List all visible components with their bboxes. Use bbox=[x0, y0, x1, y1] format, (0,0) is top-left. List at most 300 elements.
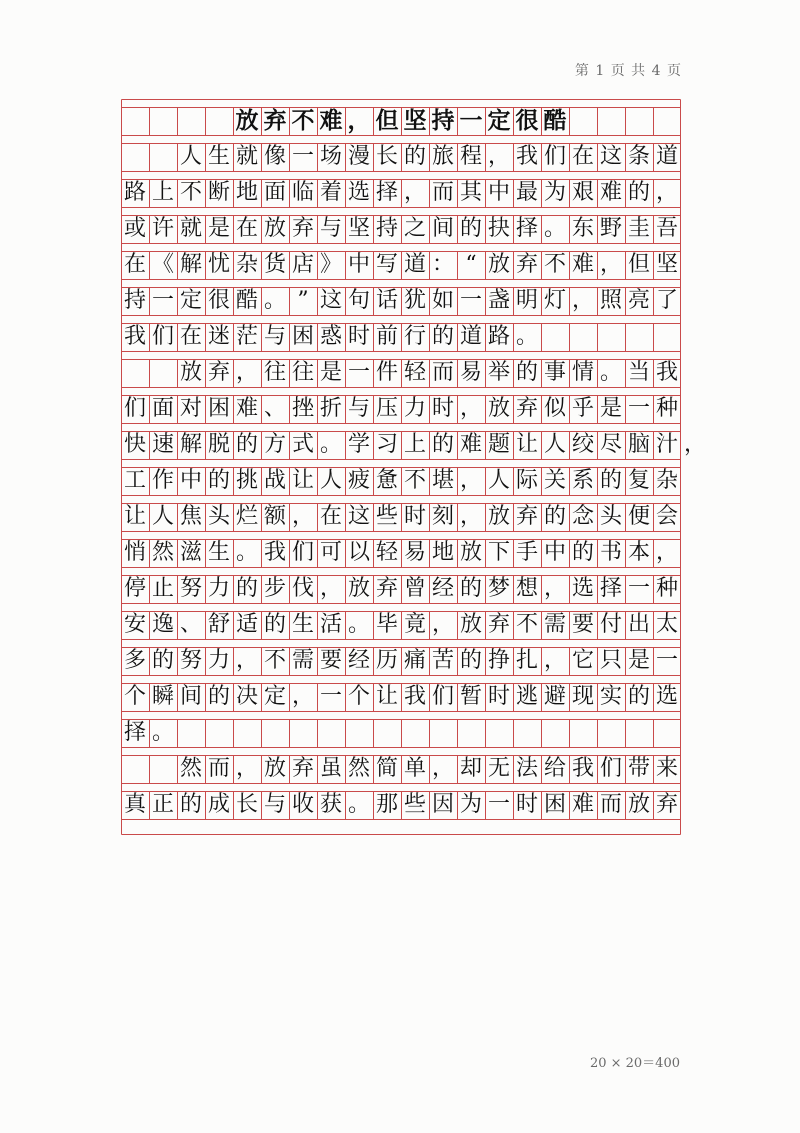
grid-char: 往 bbox=[263, 360, 286, 385]
grid-char: 历 bbox=[375, 648, 398, 673]
grid-char: ， bbox=[347, 107, 371, 134]
grid-char: 为 bbox=[459, 792, 482, 817]
grid-char: 无 bbox=[487, 756, 510, 781]
grid-char: 。 bbox=[319, 432, 342, 457]
word-count: 20 × 20＝400 bbox=[589, 1056, 680, 1071]
essay-line bbox=[121, 571, 681, 607]
grid-char: 们 bbox=[599, 756, 622, 781]
essay-line bbox=[121, 607, 681, 643]
grid-char: 坚 bbox=[403, 107, 427, 134]
grid-char: 、 bbox=[179, 612, 202, 637]
grid-char: 它 bbox=[571, 648, 594, 673]
grid-char: 情 bbox=[571, 360, 594, 385]
grid-char: 生 bbox=[291, 612, 314, 637]
grid-char: 的 bbox=[207, 684, 230, 709]
grid-char: 而 bbox=[431, 180, 454, 205]
grid-char: 学 bbox=[347, 432, 370, 457]
grid-char: 的 bbox=[599, 468, 622, 493]
grid-char: 实 bbox=[599, 684, 622, 709]
grid-char: 。 bbox=[151, 720, 174, 745]
grid-char: 人 bbox=[487, 468, 510, 493]
grid-char: 便 bbox=[627, 504, 650, 529]
grid-char: 力 bbox=[207, 648, 230, 673]
grid-char: ， bbox=[683, 432, 706, 457]
grid-char: 或 bbox=[123, 216, 146, 241]
grid-char: 间 bbox=[431, 216, 454, 241]
essay-line bbox=[121, 139, 681, 175]
grid-char: 一 bbox=[627, 396, 650, 421]
grid-char: 在 bbox=[123, 252, 146, 277]
grid-char: 这 bbox=[347, 504, 370, 529]
grid-char: 圭 bbox=[627, 216, 650, 241]
grid-char: 上 bbox=[151, 180, 174, 205]
grid-char: 。 bbox=[235, 540, 258, 565]
grid-char: 弃 bbox=[515, 252, 538, 277]
grid-char: 努 bbox=[179, 648, 202, 673]
grid-char: 伐 bbox=[291, 576, 314, 601]
grid-char: 让 bbox=[515, 432, 538, 457]
grid-char: 头 bbox=[207, 504, 230, 529]
grid-char: 付 bbox=[599, 612, 622, 637]
grid-char: 东 bbox=[571, 216, 594, 241]
grid-char: 种 bbox=[655, 396, 678, 421]
grid-char: 定 bbox=[487, 107, 511, 134]
grid-char: 持 bbox=[123, 288, 146, 313]
grid-char: 书 bbox=[599, 540, 622, 565]
grid-char: 步 bbox=[263, 576, 286, 601]
grid-char: 面 bbox=[151, 396, 174, 421]
grid-char: ， bbox=[235, 756, 258, 781]
essay-line bbox=[121, 643, 681, 679]
grid-char: 举 bbox=[487, 360, 510, 385]
grid-char: 不 bbox=[291, 107, 315, 134]
grid-char: 曾 bbox=[403, 576, 426, 601]
grid-char: 在 bbox=[571, 144, 594, 169]
grid-char: 单 bbox=[403, 756, 426, 781]
grid-char: 。 bbox=[515, 324, 538, 349]
grid-char: 放 bbox=[179, 360, 202, 385]
grid-char: 《 bbox=[151, 252, 174, 277]
grid-char: 写 bbox=[375, 252, 398, 277]
essay-line bbox=[121, 787, 681, 823]
grid-char: 弃 bbox=[487, 612, 510, 637]
grid-char: 临 bbox=[291, 180, 314, 205]
grid-char: 的 bbox=[263, 612, 286, 637]
grid-char: 但 bbox=[375, 107, 399, 134]
grid-char: 选 bbox=[571, 576, 594, 601]
grid-char: 轻 bbox=[403, 360, 426, 385]
grid-char: 事 bbox=[543, 360, 566, 385]
grid-char: 要 bbox=[571, 612, 594, 637]
grid-char: 道 bbox=[403, 252, 426, 277]
essay-line bbox=[121, 283, 681, 319]
grid-char: 的 bbox=[431, 432, 454, 457]
grid-char: 弃 bbox=[515, 396, 538, 421]
grid-char: 弃 bbox=[375, 576, 398, 601]
grid-char: 带 bbox=[627, 756, 650, 781]
grid-char: 悄 bbox=[123, 540, 146, 565]
grid-char: 脑 bbox=[627, 432, 650, 457]
grid-char: 习 bbox=[375, 432, 398, 457]
grid-char: 然 bbox=[347, 756, 370, 781]
grid-char: 放 bbox=[487, 396, 510, 421]
grid-char: 们 bbox=[543, 144, 566, 169]
grid-char: 酷 bbox=[543, 107, 567, 134]
grid-char: 在 bbox=[319, 504, 342, 529]
grid-char: 竟 bbox=[403, 612, 426, 637]
grid-char: 面 bbox=[263, 180, 286, 205]
grid-char: 避 bbox=[543, 684, 566, 709]
grid-char: 经 bbox=[431, 576, 454, 601]
grid-char: 一 bbox=[655, 648, 678, 673]
grid-char: 放 bbox=[459, 612, 482, 637]
grid-char: 择 bbox=[123, 720, 146, 745]
grid-char: 个 bbox=[123, 684, 146, 709]
grid-char: 难 bbox=[571, 252, 594, 277]
grid-char: 。 bbox=[347, 612, 370, 637]
grid-char: 时 bbox=[515, 792, 538, 817]
grid-char: 暂 bbox=[459, 684, 482, 709]
essay-line bbox=[121, 499, 681, 535]
grid-char: 的 bbox=[459, 216, 482, 241]
grid-char: 而 bbox=[207, 756, 230, 781]
grid-char: 择 bbox=[599, 576, 622, 601]
grid-char: 持 bbox=[375, 216, 398, 241]
grid-char: 需 bbox=[291, 648, 314, 673]
grid-char: 就 bbox=[179, 216, 202, 241]
grid-char: 。 bbox=[543, 216, 566, 241]
grid-char: 虽 bbox=[319, 756, 342, 781]
grid-char: 漫 bbox=[347, 144, 370, 169]
grid-char bbox=[149, 139, 177, 175]
grid-char: 长 bbox=[375, 144, 398, 169]
grid-char: 作 bbox=[151, 468, 174, 493]
grid-char: 与 bbox=[263, 792, 286, 817]
grid-char: 个 bbox=[347, 684, 370, 709]
grid-char: 句 bbox=[347, 288, 370, 313]
grid-char: ， bbox=[459, 396, 482, 421]
grid-char: 一 bbox=[459, 288, 482, 313]
grid-char: 的 bbox=[459, 648, 482, 673]
grid-char: ， bbox=[235, 648, 258, 673]
grid-char: 复 bbox=[627, 468, 650, 493]
grid-char: 抉 bbox=[487, 216, 510, 241]
grid-char: 额 bbox=[263, 504, 286, 529]
grid-char: 放 bbox=[487, 252, 510, 277]
grid-char: 放 bbox=[459, 540, 482, 565]
grid-char: 经 bbox=[347, 648, 370, 673]
essay-line bbox=[121, 319, 681, 355]
grid-char: 些 bbox=[403, 792, 426, 817]
grid-char: ， bbox=[431, 612, 454, 637]
grid-char: 挑 bbox=[235, 468, 258, 493]
grid-char: 方 bbox=[263, 432, 286, 457]
grid-char: 们 bbox=[291, 540, 314, 565]
grid-char: 痛 bbox=[403, 648, 426, 673]
grid-char: ， bbox=[655, 180, 678, 205]
grid-char bbox=[121, 751, 149, 787]
grid-char: 题 bbox=[487, 432, 510, 457]
grid-char: 弃 bbox=[207, 360, 230, 385]
grid-char: 乎 bbox=[571, 396, 594, 421]
grid-char: 可 bbox=[319, 540, 342, 565]
grid-char: 多 bbox=[123, 648, 146, 673]
grid-char: 与 bbox=[319, 216, 342, 241]
grid-char: 长 bbox=[235, 792, 258, 817]
grid-char: 手 bbox=[515, 540, 538, 565]
grid-char: 行 bbox=[403, 324, 426, 349]
grid-char: 一 bbox=[291, 144, 314, 169]
grid-char: 这 bbox=[599, 144, 622, 169]
grid-char: 挣 bbox=[487, 648, 510, 673]
grid-char: 活 bbox=[319, 612, 342, 637]
grid-char bbox=[121, 139, 149, 175]
grid-char: 关 bbox=[543, 468, 566, 493]
grid-char: 折 bbox=[319, 396, 342, 421]
grid-char: 以 bbox=[347, 540, 370, 565]
grid-char: 中 bbox=[487, 180, 510, 205]
grid-char: 而 bbox=[599, 792, 622, 817]
grid-char: 难 bbox=[599, 180, 622, 205]
grid-char: 中 bbox=[347, 252, 370, 277]
grid-char: 弃 bbox=[291, 216, 314, 241]
grid-char: 瞬 bbox=[151, 684, 174, 709]
grid-char: 上 bbox=[403, 432, 426, 457]
grid-char: 难 bbox=[459, 432, 482, 457]
grid-char: 人 bbox=[319, 468, 342, 493]
grid-char: 路 bbox=[487, 324, 510, 349]
grid-char: 时 bbox=[431, 396, 454, 421]
grid-char: 难 bbox=[571, 792, 594, 817]
grid-char bbox=[149, 751, 177, 787]
grid-char: 困 bbox=[291, 324, 314, 349]
grid-char: 堪 bbox=[431, 468, 454, 493]
grid-char: 们 bbox=[123, 396, 146, 421]
grid-char: 的 bbox=[543, 504, 566, 529]
grid-char: 地 bbox=[235, 180, 258, 205]
grid-char: 迷 bbox=[207, 324, 230, 349]
grid-char: 想 bbox=[515, 576, 538, 601]
grid-char: 要 bbox=[319, 648, 342, 673]
grid-char: 会 bbox=[655, 504, 678, 529]
grid-char: 头 bbox=[599, 504, 622, 529]
grid-char: 获 bbox=[319, 792, 342, 817]
grid-char: 货 bbox=[263, 252, 286, 277]
grid-char: 脱 bbox=[207, 432, 230, 457]
grid-char: 与 bbox=[347, 396, 370, 421]
grid-char: 压 bbox=[375, 396, 398, 421]
grid-char: 照 bbox=[599, 288, 622, 313]
essay-line bbox=[121, 427, 706, 463]
grid-char: 疲 bbox=[347, 468, 370, 493]
grid-char: ， bbox=[543, 648, 566, 673]
grid-char: 让 bbox=[375, 684, 398, 709]
grid-char: 一 bbox=[627, 576, 650, 601]
grid-char: 。 bbox=[347, 792, 370, 817]
grid-char: 我 bbox=[263, 540, 286, 565]
grid-char: 只 bbox=[599, 648, 622, 673]
grid-char: 艰 bbox=[571, 180, 594, 205]
grid-char: 放 bbox=[627, 792, 650, 817]
essay-line bbox=[121, 247, 681, 283]
grid-char: 择 bbox=[375, 180, 398, 205]
grid-char: 努 bbox=[179, 576, 202, 601]
grid-char: 就 bbox=[235, 144, 258, 169]
grid-char: 盏 bbox=[487, 288, 510, 313]
grid-char: 真 bbox=[123, 792, 146, 817]
page-number: 第 1 页 共 4 页 bbox=[574, 63, 682, 79]
grid-char: 话 bbox=[375, 288, 398, 313]
grid-char: 很 bbox=[207, 288, 230, 313]
grid-char: 力 bbox=[403, 396, 426, 421]
manuscript-grid bbox=[121, 99, 706, 1035]
grid-char: 念 bbox=[571, 504, 594, 529]
grid-char: 是 bbox=[207, 216, 230, 241]
grid-char: 绞 bbox=[571, 432, 594, 457]
grid-char: 这 bbox=[319, 288, 342, 313]
grid-char: 坚 bbox=[655, 252, 678, 277]
grid-char: 困 bbox=[207, 396, 230, 421]
grid-char: 现 bbox=[571, 684, 594, 709]
grid-char: 许 bbox=[151, 216, 174, 241]
grid-char: 的 bbox=[627, 684, 650, 709]
grid-char: 决 bbox=[235, 684, 258, 709]
grid-char: 生 bbox=[207, 144, 230, 169]
grid-char: ： bbox=[431, 252, 454, 277]
grid-char: ， bbox=[599, 252, 622, 277]
grid-char: 道 bbox=[459, 324, 482, 349]
grid-char: 我 bbox=[571, 756, 594, 781]
grid-char: 法 bbox=[515, 756, 538, 781]
grid-char: 那 bbox=[375, 792, 398, 817]
grid-char: 惑 bbox=[319, 324, 342, 349]
grid-char: 店 bbox=[291, 252, 314, 277]
grid-char: ， bbox=[571, 288, 594, 313]
grid-char: 舒 bbox=[207, 612, 230, 637]
grid-char: 很 bbox=[515, 107, 539, 134]
grid-char: 逃 bbox=[515, 684, 538, 709]
grid-char: 毕 bbox=[375, 612, 398, 637]
grid-char: 需 bbox=[543, 612, 566, 637]
grid-char: 但 bbox=[627, 252, 650, 277]
grid-char: 下 bbox=[487, 540, 510, 565]
grid-char: 、 bbox=[263, 396, 286, 421]
grid-char: 条 bbox=[627, 144, 650, 169]
grid-char: 尽 bbox=[599, 432, 622, 457]
grid-char: 一 bbox=[319, 684, 342, 709]
grid-char: 我 bbox=[515, 144, 538, 169]
grid-char bbox=[149, 355, 177, 391]
essay-title bbox=[121, 103, 681, 139]
grid-char: 当 bbox=[627, 360, 650, 385]
grid-char: 程 bbox=[459, 144, 482, 169]
essay-line bbox=[121, 715, 681, 751]
grid-char: 前 bbox=[375, 324, 398, 349]
grid-char: 放 bbox=[263, 756, 286, 781]
grid-char: 我 bbox=[123, 324, 146, 349]
grid-char: 最 bbox=[515, 180, 538, 205]
grid-char: 工 bbox=[123, 468, 146, 493]
grid-char: 犹 bbox=[403, 288, 426, 313]
essay-line bbox=[121, 463, 681, 499]
grid-char: 其 bbox=[459, 180, 482, 205]
grid-char: 茫 bbox=[235, 324, 258, 349]
grid-char: 解 bbox=[179, 252, 202, 277]
grid-char: 》 bbox=[319, 252, 342, 277]
grid-char: 的 bbox=[627, 180, 650, 205]
grid-char: 给 bbox=[543, 756, 566, 781]
grid-char: 因 bbox=[431, 792, 454, 817]
grid-char: 烂 bbox=[235, 504, 258, 529]
grid-char: 持 bbox=[431, 107, 455, 134]
grid-char: 然 bbox=[151, 540, 174, 565]
grid-char: 时 bbox=[403, 504, 426, 529]
grid-char: 轻 bbox=[375, 540, 398, 565]
grid-char: 式 bbox=[291, 432, 314, 457]
grid-char: 快 bbox=[123, 432, 146, 457]
grid-char: 们 bbox=[151, 324, 174, 349]
essay-line bbox=[121, 175, 681, 211]
grid-char: 中 bbox=[543, 540, 566, 565]
grid-char: 战 bbox=[263, 468, 286, 493]
grid-char: 明 bbox=[515, 288, 538, 313]
grid-char: 逸 bbox=[151, 612, 174, 637]
grid-char: ， bbox=[291, 504, 314, 529]
grid-char: 的 bbox=[571, 540, 594, 565]
grid-char bbox=[121, 355, 149, 391]
grid-char: 是 bbox=[627, 648, 650, 673]
grid-char: ， bbox=[543, 576, 566, 601]
grid-char: 。 bbox=[599, 360, 622, 385]
grid-char: 在 bbox=[179, 324, 202, 349]
grid-char: 亮 bbox=[627, 288, 650, 313]
grid-char: 系 bbox=[571, 468, 594, 493]
grid-char: 弃 bbox=[291, 756, 314, 781]
grid-char: ， bbox=[291, 684, 314, 709]
grid-char: 我 bbox=[655, 360, 678, 385]
essay-body bbox=[121, 99, 706, 1035]
grid-char: ， bbox=[235, 360, 258, 385]
grid-char: ， bbox=[431, 756, 454, 781]
grid-char: 本 bbox=[627, 540, 650, 565]
grid-char: 弃 bbox=[655, 792, 678, 817]
grid-char: 的 bbox=[235, 432, 258, 457]
grid-char: 一 bbox=[459, 107, 483, 134]
grid-char: 杂 bbox=[655, 468, 678, 493]
grid-char: 往 bbox=[291, 360, 314, 385]
grid-char: ， bbox=[459, 504, 482, 529]
essay-line bbox=[121, 751, 681, 787]
grid-char: 放 bbox=[235, 107, 259, 134]
grid-char: 易 bbox=[459, 360, 482, 385]
grid-char: 太 bbox=[655, 612, 678, 637]
grid-char: 时 bbox=[487, 684, 510, 709]
grid-char: 惫 bbox=[375, 468, 398, 493]
grid-char: 人 bbox=[151, 504, 174, 529]
grid-char: 刻 bbox=[431, 504, 454, 529]
grid-char: 的 bbox=[179, 792, 202, 817]
grid-char: 坚 bbox=[347, 216, 370, 241]
grid-char: 弃 bbox=[515, 504, 538, 529]
essay-line bbox=[121, 535, 681, 571]
grid-char: 收 bbox=[291, 792, 314, 817]
grid-char: 不 bbox=[543, 252, 566, 277]
grid-char: 一 bbox=[347, 360, 370, 385]
grid-char: 力 bbox=[207, 576, 230, 601]
grid-char: 放 bbox=[347, 576, 370, 601]
grid-char: 是 bbox=[599, 396, 622, 421]
grid-char: 成 bbox=[207, 792, 230, 817]
